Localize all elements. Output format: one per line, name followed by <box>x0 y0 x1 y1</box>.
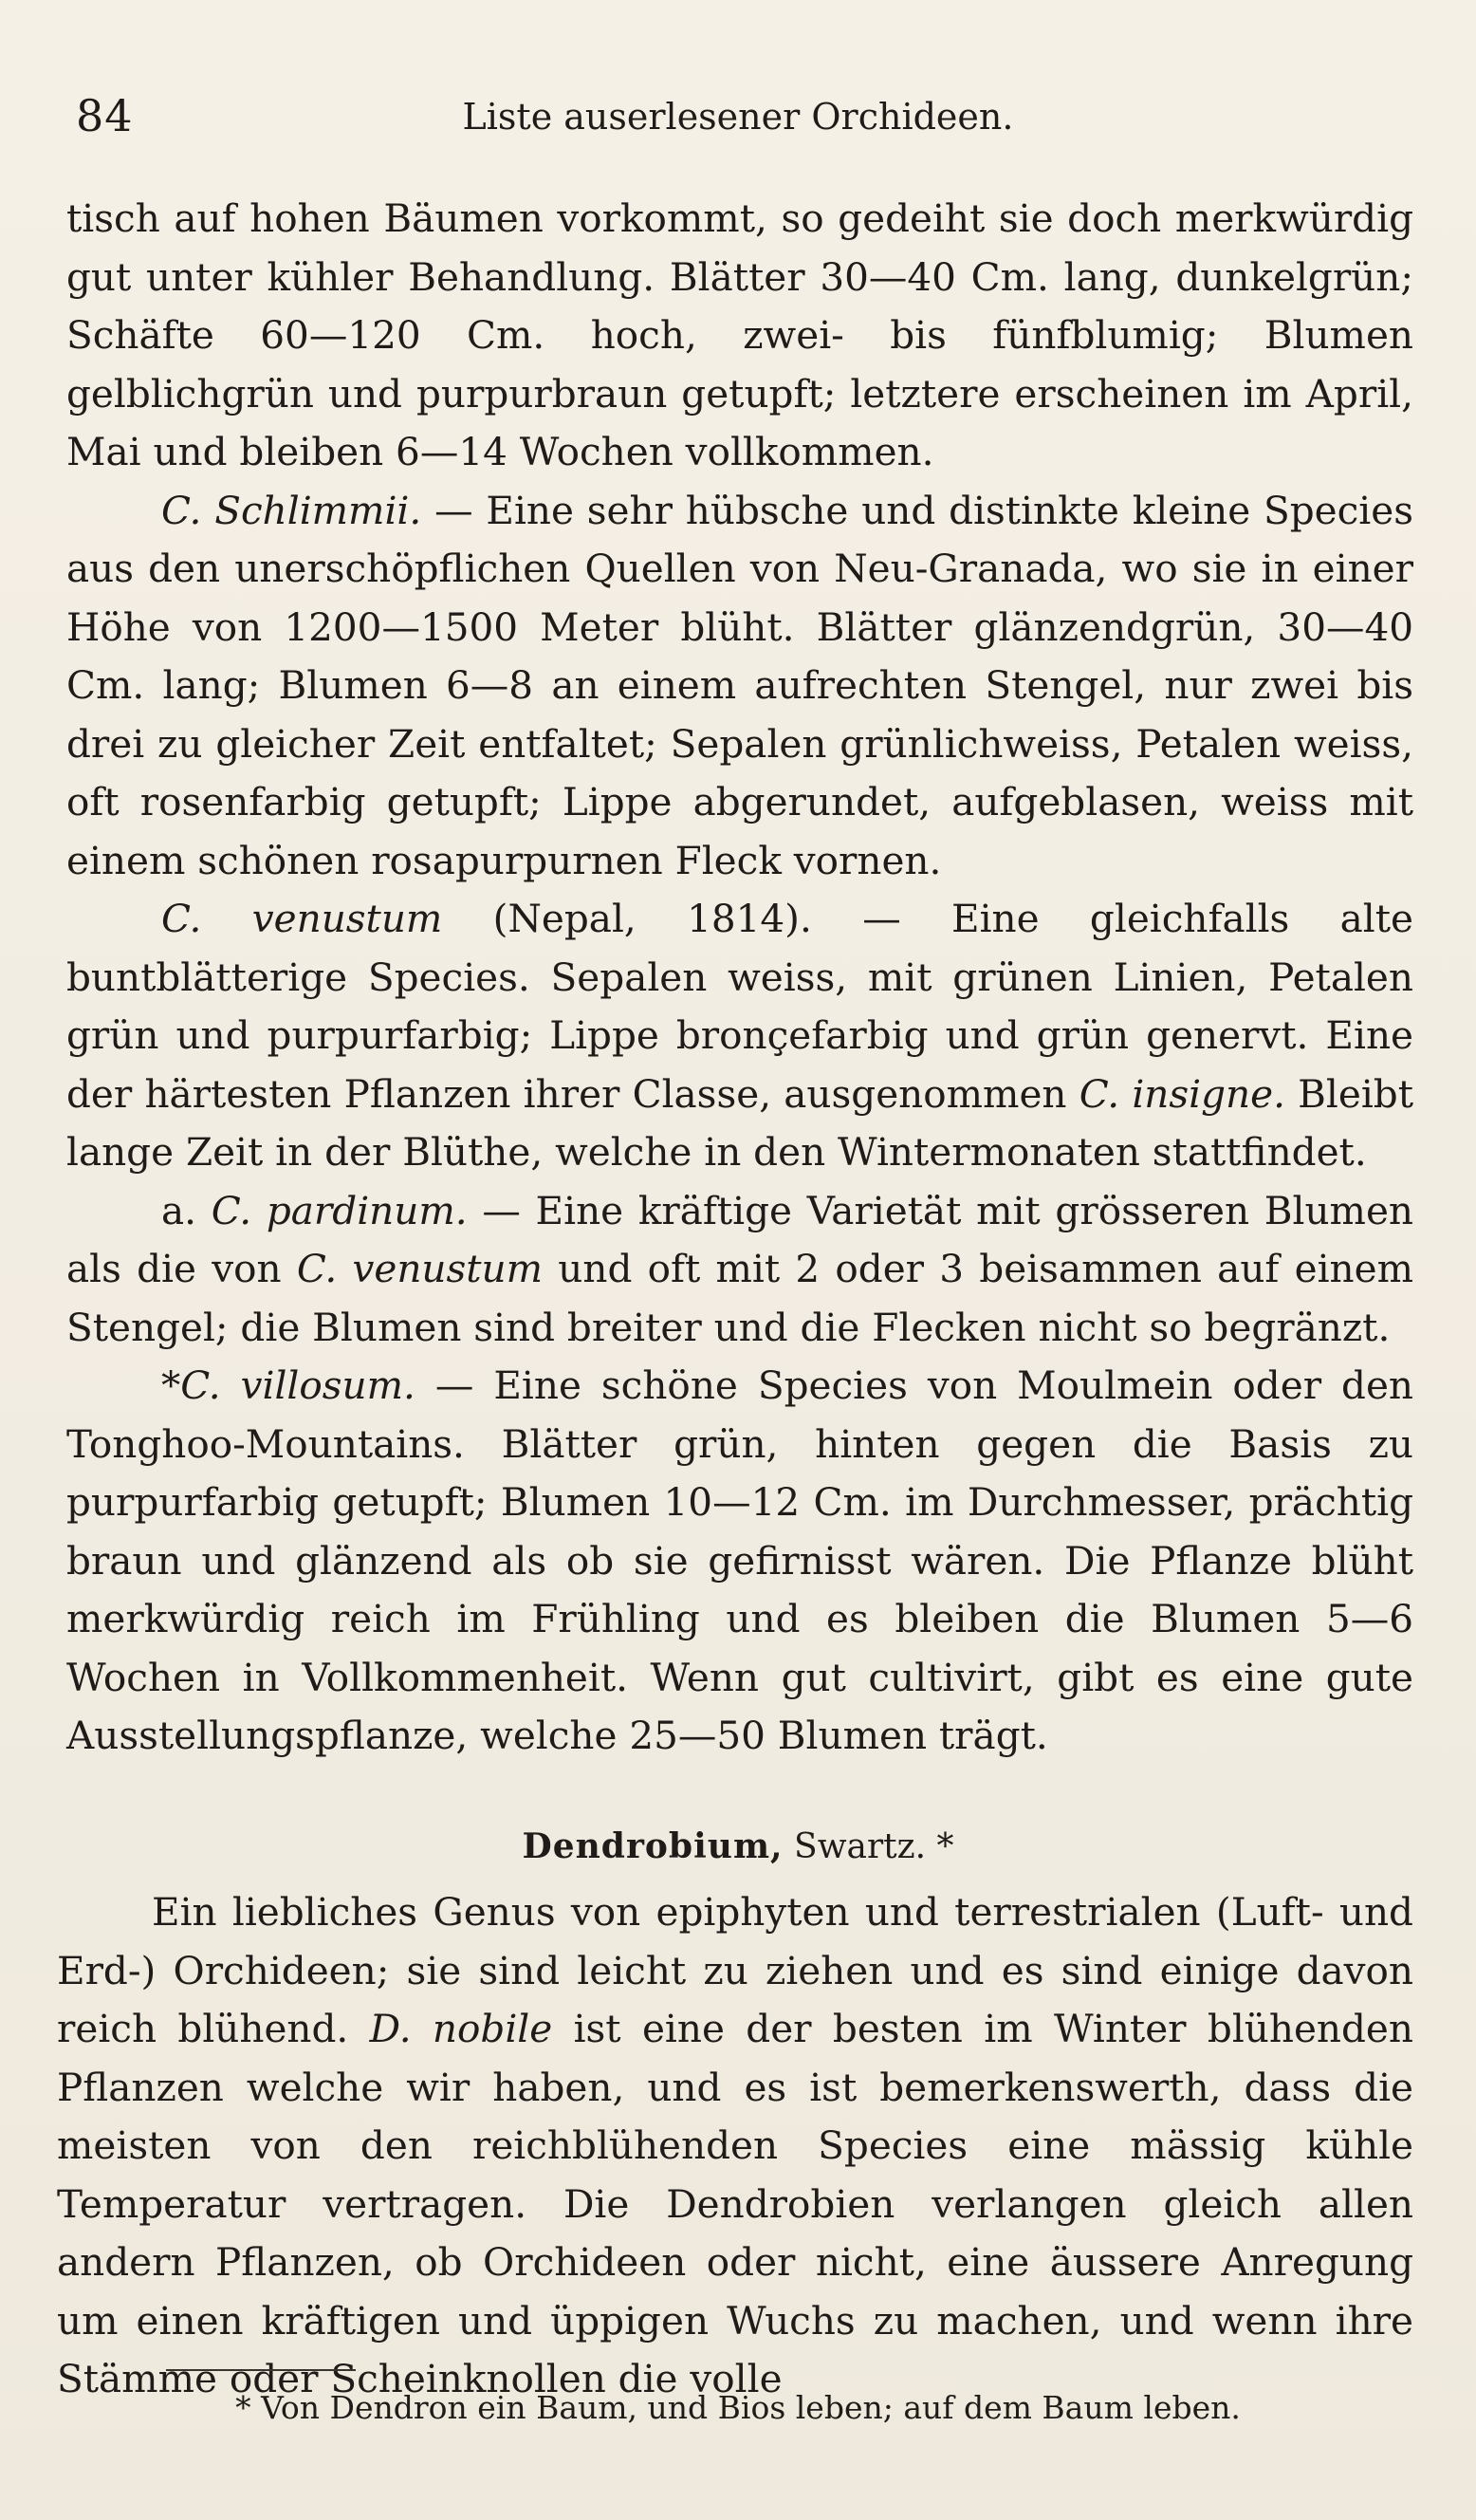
text-run: — Eine kräftige Varietät mit grösseren Blumen als die von <box>66 1187 1413 1291</box>
main-text <box>66 190 1413 1766</box>
text-run: Ein liebliches Genus von epiphyten und terrestrialen (Luft- und Erd-) Orchideen; sie sind leicht zu ziehen und es sind einige davon reich blühend. <box>57 1889 1413 2051</box>
text-run: Bleibt lange Zeit in der Blüthe, welche in den Wintermonaten stattfindet. <box>66 1070 1414 1175</box>
section-heading-dendrobium <box>0 1826 1476 1866</box>
text-run: * <box>161 1362 181 1408</box>
italic-species-name: C. Schlimmii. <box>161 487 422 533</box>
italic-species-name: D. nobile <box>369 2006 553 2051</box>
text-run: (Nepal, 1814). — Eine gleichfalls alte buntblätterige Species. Sepalen weiss, mit grünen Linien, Petalen grün und purpurfarbig; Lippe bronçefarbig und grün genervt. Eine der härtesten Pflanzen ihrer Classe, ausgenommen <box>66 896 1414 1117</box>
text-run: und oft mit 2 oder 3 beisammen auf einem Stengel; die Blumen sind breiter und die Flecken nicht so begränzt. <box>66 1246 1414 1350</box>
paragraph-c-pardinum <box>66 1182 1413 1358</box>
section-genus: Dendrobium, <box>522 1826 784 1866</box>
footnote-rule <box>166 2369 356 2371</box>
section-text <box>57 1883 1413 2409</box>
paragraph-dendrobium-intro <box>57 1883 1413 2409</box>
text-run: ist eine der besten im Winter blühenden Pflanzen welche wir haben, und es ist bemerkenswerth, dass die meisten von den reichblühenden Species eine mässig kühle Temperatur vertragen. Die Dendrobien verlangen gleich allen andern Pflanzen, ob Orchideen oder nicht, eine äussere Anregung um einen kräftigen und üppigen Wuchs zu machen, und wenn ihre Stämme oder Scheinknollen die volle <box>57 2006 1413 2401</box>
paragraph-c-villosum <box>66 1357 1413 1766</box>
footnote: * Von Dendron ein Baum, und Bios leben; auf dem Baum leben. <box>235 2389 1241 2426</box>
text-run: — Eine sehr hübsche und distinkte kleine Species aus den unerschöpflichen Quellen von Neu-Granada, wo sie in einer Höhe von 1200—1500 Meter blüht. Blätter glänzendgrün, 30—40 Cm. lang; Blumen 6—8 an einem aufrechten Stengel, nur zwei bis drei zu gleicher Zeit entfaltet; Sepalen grünlichweiss, Petalen weiss, oft rosenfarbig getupft; Lippe abgerundet, aufgeblasen, weiss mit einem schönen rosapurpurnen Fleck vornen. <box>66 487 1413 883</box>
italic-species-name: C. venustum <box>296 1246 544 1291</box>
section-author: Swartz. * <box>794 1827 954 1866</box>
paragraph-continuation <box>66 190 1413 482</box>
page-number: 84 <box>76 90 134 141</box>
running-title: Liste auserlesener Orchideen. <box>462 96 1014 138</box>
italic-species-name: C. pardinum. <box>211 1187 468 1233</box>
page-header <box>0 90 1476 157</box>
text-run: — Eine schöne Species von Moulmein oder den Tonghoo-Mountains. Blätter grün, hinten gegen die Basis zu purpurfarbig getupft; Blumen 10—12 Cm. im Durchmesser, prächtig braun und glänzend als ob sie gefirnisst wären. Die Pflanze blüht merkwürdig reich im Frühling und es bleiben die Blumen 5—6 Wochen in Vollkommenheit. Wenn gut cultivirt, gibt es eine gute Ausstellungspflanze, welche 25—50 Blumen trägt. <box>66 1362 1413 1758</box>
italic-species-name: C. insigne. <box>1079 1070 1285 1117</box>
text-run: a. <box>161 1187 212 1233</box>
paragraph-c-schlimmii <box>66 482 1413 891</box>
italic-species-name: C. villosum. <box>180 1362 415 1408</box>
italic-species-name: C. venustum <box>161 896 443 941</box>
paragraph-c-venustum <box>66 890 1413 1182</box>
text-run: tisch auf hohen Bäumen vorkommt, so gedeiht sie doch merkwürdig gut unter kühler Behandlung. Blätter 30—40 Cm. lang, dunkelgrün; Schäfte 60—120 Cm. hoch, zwei- bis fünfblumig; Blumen gelblichgrün und purpurbraun getupft; letztere erscheinen im April, Mai und bleiben 6—14 Wochen vollkommen. <box>66 195 1413 474</box>
